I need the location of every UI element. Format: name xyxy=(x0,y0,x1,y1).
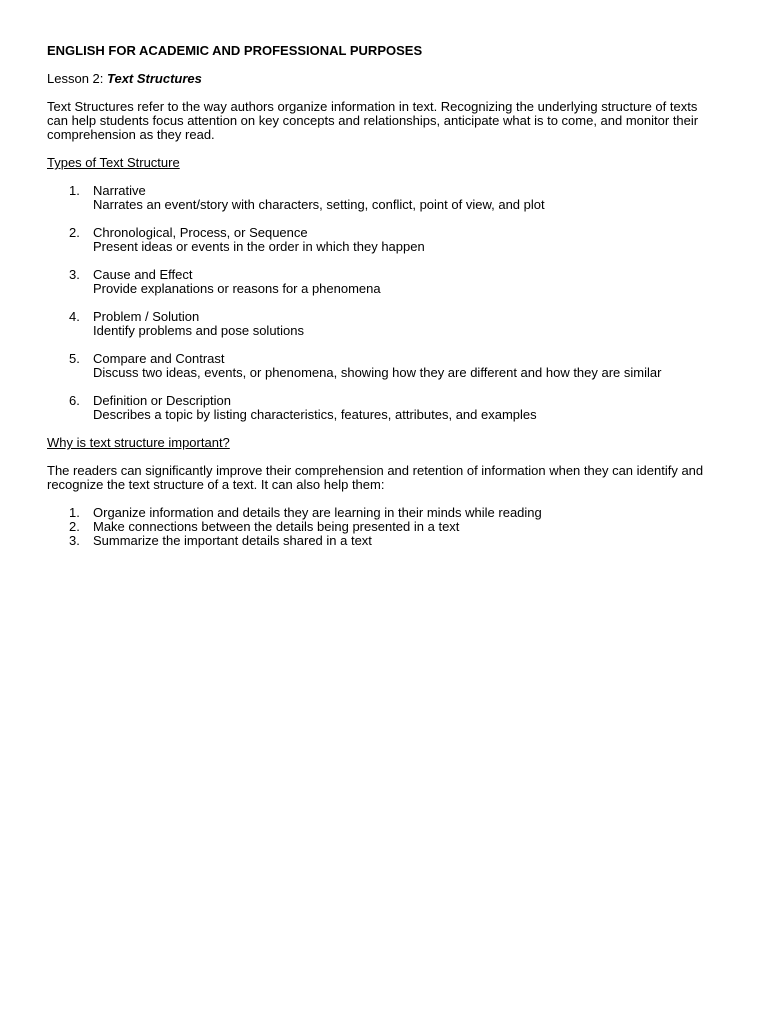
type-title: Definition or Description xyxy=(93,393,232,408)
benefit-item xyxy=(47,520,718,534)
type-description: Discuss two ideas, events, or phenomena, showing how they are different and how they are similar xyxy=(93,365,662,380)
list-number: 5. xyxy=(69,351,80,366)
type-description: Provide explanations or reasons for a phenomena xyxy=(93,281,381,296)
intro-paragraph: Text Structures refer to the way authors organize information in text. Recognizing the underlying structure of texts can help students focus attention on key concepts and relationships, anticipate what is to come, and monitor their comprehension as they read. xyxy=(47,99,699,142)
list-number: 2. xyxy=(69,519,80,534)
benefit-text: Make connections between the details being presented in a text xyxy=(93,519,460,534)
list-number: 1. xyxy=(69,505,80,520)
type-description: Narrates an event/story with characters, setting, conflict, point of view, and plot xyxy=(93,197,545,212)
type-item xyxy=(47,394,718,422)
type-description: Identify problems and pose solutions xyxy=(93,323,305,338)
benefit-item xyxy=(47,534,718,548)
type-title: Compare and Contrast xyxy=(93,351,225,366)
type-title: Narrative xyxy=(93,183,146,198)
list-number: 2. xyxy=(69,225,80,240)
lesson-name: Text Structures xyxy=(107,71,202,86)
type-title: Cause and Effect xyxy=(93,267,193,282)
type-item xyxy=(47,226,718,254)
lesson-line xyxy=(47,72,718,86)
list-number: 6. xyxy=(69,393,80,408)
why-heading: Why is text structure important? xyxy=(47,435,230,450)
benefit-text: Organize information and details they are learning in their minds while reading xyxy=(93,505,542,520)
types-heading: Types of Text Structure xyxy=(47,155,180,170)
type-item xyxy=(47,268,718,296)
list-number: 3. xyxy=(69,267,80,282)
type-item xyxy=(47,184,718,212)
list-number: 4. xyxy=(69,309,80,324)
type-description: Present ideas or events in the order in which they happen xyxy=(93,239,425,254)
list-number: 1. xyxy=(69,183,80,198)
type-title: Chronological, Process, or Sequence xyxy=(93,225,308,240)
types-list xyxy=(47,184,718,422)
type-description: Describes a topic by listing characteristics, features, attributes, and examples xyxy=(93,407,537,422)
type-title: Problem / Solution xyxy=(93,309,200,324)
benefits-list xyxy=(47,506,718,548)
why-paragraph: The readers can significantly improve their comprehension and retention of information when they can identify and recognize the text structure of a text. It can also help them: xyxy=(47,463,704,492)
lesson-prefix: Lesson 2: xyxy=(47,71,107,86)
type-item xyxy=(47,352,718,380)
list-number: 3. xyxy=(69,533,80,548)
benefit-item xyxy=(47,506,718,520)
benefit-text: Summarize the important details shared in a text xyxy=(93,533,372,548)
type-item xyxy=(47,310,718,338)
document-title: ENGLISH FOR ACADEMIC AND PROFESSIONAL PURPOSES xyxy=(47,43,423,58)
